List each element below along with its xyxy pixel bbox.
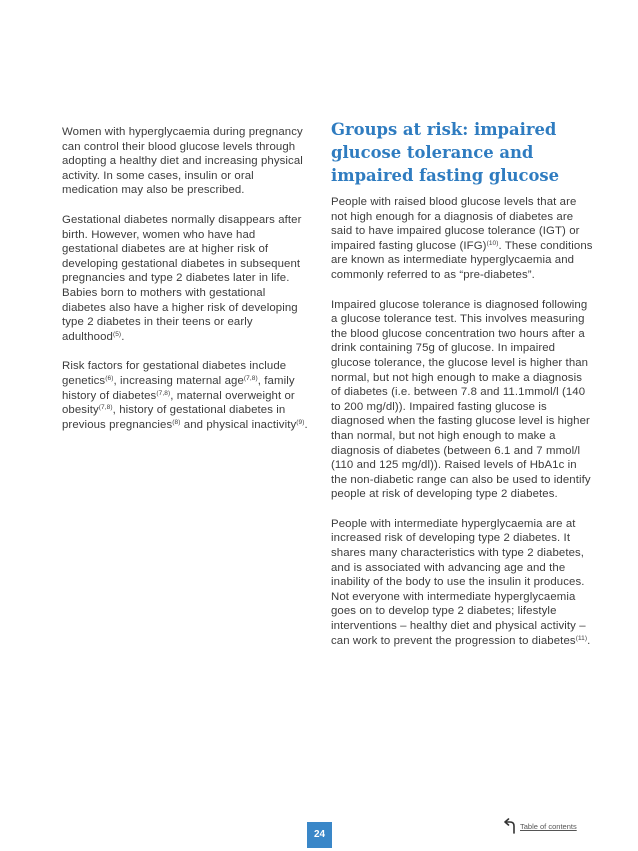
paragraph-end: . [587,634,591,647]
table-of-contents-link[interactable] [503,817,577,835]
citation-ref: (8) [172,418,181,426]
paragraph-gestational-text: Gestational diabetes normally disappears after birth. However, women who have had gestational diabetes are at higher risk of developing gestational diabetes in subsequent pregnancies and type 2 diabetes later in life. Babies born to mothers with gestational diabetes also have a higher risk of developing type 2 diabetes in their teens or early adulthood [62,213,302,343]
paragraph-treatment: Women with hyperglycaemia during pregnancy can control their blood glucose levels through adopting a healthy diet and increasing physical activity. In some cases, insulin or oral medication may also be prescribed. [62,126,303,197]
citation-ref: (9) [296,418,305,426]
paragraph-risk [331,517,593,648]
citation-ref: (5) [112,330,122,338]
text-segment: , maternal overweight or obesity [62,389,295,417]
citation-ref: (11) [575,634,588,642]
text-segment: . [304,418,308,431]
section-heading: Groups at risk: impaired glucose tolerance and impaired fasting glucose [331,120,560,185]
text-segment: , increasing maternal age [113,374,244,387]
left-column [62,125,312,447]
return-arrow-icon [503,818,517,834]
citation-ref: (6) [105,374,114,382]
paragraph-risk-text: People with intermediate hyperglycaemia are at increased risk of developing type 2 diabetes. It shares many characteristics with type 2 diabetes, and is associated with advancing age and the inability of the body to use the insulin it produces. Not everyone with intermediate hyperglycaemia goes on to develop type 2 diabetes; lifestyle interventions – healthy diet and physical activity – can work to prevent the progression to diabetes [331,517,586,647]
text-segment: , family history of diabetes [62,374,295,402]
citation-ref: (7,8) [243,374,258,382]
text-segment: , history of gestational diabetes in previous pregnancies [62,404,286,431]
paragraph-end: . [121,330,125,343]
citation-ref: (7,8) [98,404,113,412]
paragraph-risk-factors [62,359,312,432]
paragraph-definition [331,195,593,283]
page-number: 24 [307,822,332,848]
text-segment: and physical inactivity [180,418,297,431]
citation-ref: (10) [486,239,499,247]
right-column [331,195,593,663]
paragraph-risk-text: Risk factors for gestational diabetes include genetics [62,360,287,387]
paragraph-definition-end: . These conditions are known as intermediate hyperglycaemia and commonly referred to as “pre-diabetes”. [331,239,593,281]
paragraph-gestational [62,213,312,344]
paragraph-definition-text: People with raised blood glucose levels that are not high enough for a diagnosis of diabetes are said to have impaired glucose tolerance (IGT) or impaired fasting glucose (IFG) [331,196,580,252]
paragraph-diagnosis: Impaired glucose tolerance is diagnosed following a glucose tolerance test. This involves measuring the blood glucose concentration two hours after a drink containing 75g of glucose. In impaired glucose tolerance, the glucose level is higher than normal, but not high enough to make a diagnosis of diabetes (i.e. between 7.8 and 11.1mmol/l (140 to 200 mg/dl)). Impaired fasting glucose is diagnosed when the fasting glucose level is higher than normal, but not high enough to make a diagnosis of diabetes (between 6.1 and 7 mmol/l (110 and 125 mg/dl)). Raised levels of HbA1c in the non-diabetic range can also be used to identify people at risk of developing type 2 diabetes. [331,298,591,501]
toc-label: Table of contents [520,821,577,831]
citation-ref: (7,8) [156,389,171,397]
